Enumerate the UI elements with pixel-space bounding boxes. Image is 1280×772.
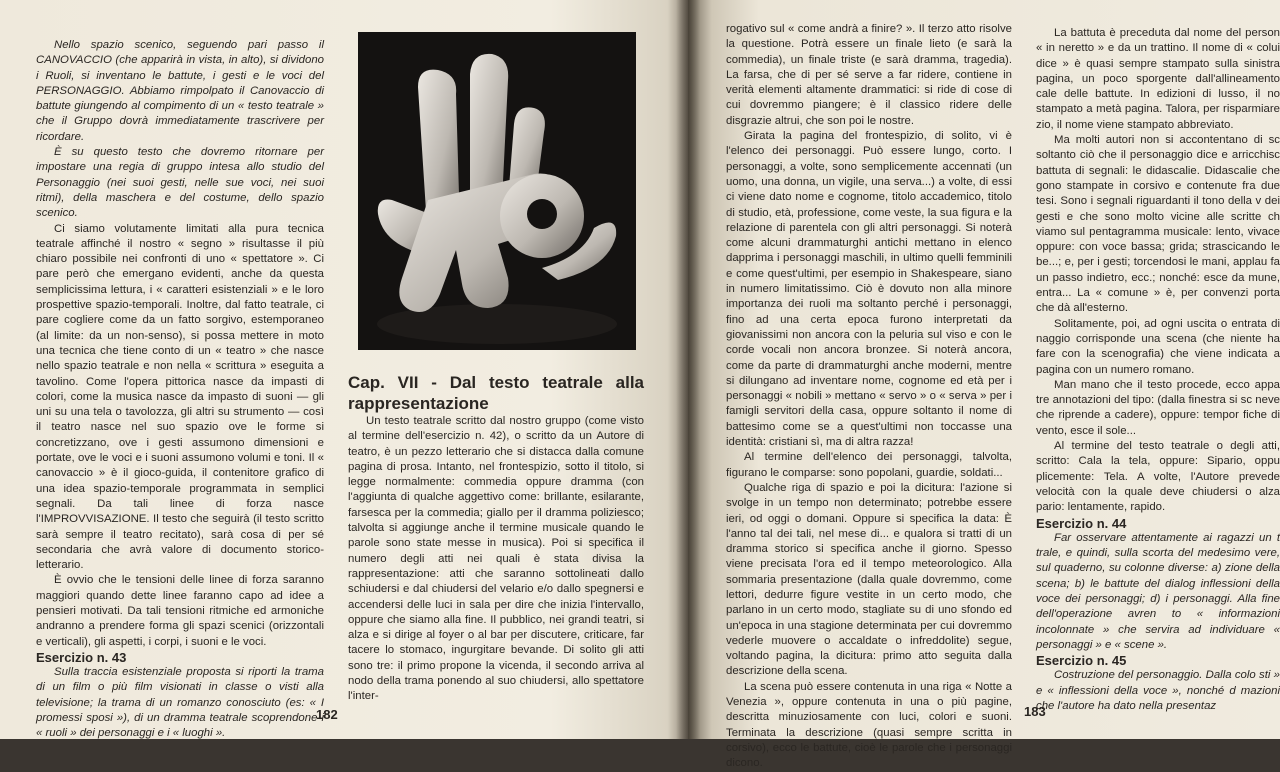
page-number-left: 182 [316,707,338,722]
sculpture-icon [358,32,636,350]
left-column-1 [36,38,324,742]
chapter-title: Cap. VII - Dal testo teatrale alla rappresentazione [348,373,644,413]
exercise-43-text: Sulla traccia esistenziale proposta si riporti la trama di un film o più film visionati in classe o visti alla televisione; la trama di un romanzo conosciuto (es: « I promessi sposi »), di un dramma teatrale scoprendone i « ruoli » dei personaggi e i « luoghi ». [36,666,324,740]
body-paragraph: Al termine dell'elenco dei personaggi, talvolta, figurano le comparse: sono popolani, guardie, soldati... [726,451,1012,479]
page-number-right: 183 [1024,704,1046,719]
book-gutter [676,0,700,739]
body-paragraph: Man mano che il testo procede, ecco appa tre annotazioni del tipo: (dalla finestra si sc neve che riprende a cadere), oppure: tempor fiche di vento, esce il sole... [1036,378,1280,437]
body-paragraph: Solitamente, poi, ad ogni uscita o entrata di naggio corrisponde una scena (che niente ha fare con la scenografia) che viene indicata a pagina con un numero romano. [1036,317,1280,376]
exercise-43-heading: Esercizio n. 43 [36,649,127,665]
body-paragraph: rogativo sul « come andrà a finire? ». Il terzo atto risolve la questione. Potrà essere un finale lieto (e sarà la commedia), un finale triste (e sarà dramma, tragedia). La farsa, che di per sé serve a far ridere, contiene in verità elementi altamente drammatici: si ride di cose di cui dovremmo piangere; è il classico ridere delle disgrazie altrui, che son poi le nostre. [726,23,1012,127]
body-paragraph: Qualche riga di spazio e poi la dicitura: l'azione si svolge in un tempo non determinato; potrebbe essere ieri, od oggi o domani. Oppure si specifica la data: È l'anno tal dei tali, nel mese di... e qualora si tratti di un dramma storico si specifica anche il giorno. Spesso viene precisata l'ora ed il tempo meteorologico. Alla sommaria presentazione (dalla quale dovremmo, come lettori, dedurre figure vestite in un certo modo, che parlano in un certo modo, stagliate su di uno sfondo ed un'epoca in una stagione determinata per cui dovremmo vederle muovere o accaldate o infreddolite) segue, voltando pagina, la dicitura: primo atto seguita dalla descrizione della scena. [726,481,1012,678]
exercise-44-text: Far osservare attentamente ai ragazzi un t trale, e quindi, sulla scorta del medesimo vere, sul quaderno, su colonne diverse: a) zione della scena; b) le battute del dialog inflessioni della voce dei personaggi; d) i personaggi. Alla fine dell'operazione avren to « informazioni incolonnate » che servira ad individuare « personaggi » e « scene ». [1036,531,1280,651]
chapter-body: Un testo teatrale scritto dal nostro gruppo (come visto al termine dell'esercizio n. 42), o scritto da un Autore di teatro, è un pezzo letterario che si distacca dalla comune pagina di prosa. Intanto, nel frontespizio, sotto il titolo, si legge normalmente: commedia oppure dramma (con l'aggiunta di qualche aggettivo come: brillante, esilarante, farsesca per la commedia; giallo per il dramma poliziesco; talvolta si aggiunge anche il termine musicale quando le parole sono state messe in musica). Poi si specifica il numero degli atti nei quali è stata divisa la rappresentazione: atti che saranno sottolineati dallo schiudersi e dal chiudersi del velario e/o dallo spegnersi e accendersi delle luci in sala per dire che inizia l'intervallo, oppure che siamo alla fine. Il pubblico, nei grandi teatri, si alza e si dirige al foyer o al bar per discutere, criticare, far tacere lo stomaco, ingurgitare bevande. Di solito gli atti sono tre: il primo propone la vicenda, il secondo arriva al nodo della trama ponendo al suo chiudersi, allo spettatore l'inter- [348,415,644,703]
right-column-1 [726,22,1012,772]
exercise-45-heading: Esercizio n. 45 [1036,653,1127,669]
intro-italic-paragraph: Nello spazio scenico, seguendo pari passo il CANOVACCIO (che apparirà in vista, in alto), si dividono i Ruoli, si inventano le battute, i gesti e le voci del PERSONAGGIO. Abbiamo rimpolpato il Canovaccio di battute giungendo al compimento di un « testo teatrale » che il Gruppo dovrà immediatamente trascrivere per ricordare. [36,39,324,143]
body-paragraph: Girata la pagina del frontespizio, di solito, vi è l'elenco dei personaggi. Può essere lungo, corto. I personaggi, a volte, sono semplicemente accennati (un uomo, una donna, un vigile, una serva...) a volte, di essi ci viene dato nome e cognome, titolo accademico, titolo di studio, età, professione, come veste, la sua figura e la relazione di parentela con gli altri personaggi. Si noterà come alcuni drammaturghi antichi mettano in elenco dapprima i personaggi maschili, in ultimo quelli femminili e come quest'ultimi, per esempio in Shakespeare, siano in numero limitatissimo. Ciò è dovuto non alla minore importanza dei ruoli ma soltanto perché i personaggi, fino ad una certa epoca furono interpretati da giovanissimi non ancora con la peluria sul viso e con le corde vocali non ancora bronzee. Si noterà ancora, come da parte di drammaturghi anche moderni, mentre si dilungano ad inventare nome, cognome ed età per i personaggi « nobili » mettano « servo » o « serva » per i famigli servitori della casa, oppure soltanto il nome di battesimo come se a quest'ultimi non toccasse una identità: cristiani sì, ma di altra razza! [726,130,1012,449]
body-paragraph: La battuta è preceduta dal nome del person « in neretto » e da un trattino. Il nome di « colui dice » è quasi sempre stampato sulla sinistra pagina, un poco sporgente dall'allineamento cale delle battute. In edizioni di lusso, il no stampato a metà pagina. Talora, per risparmiare zio, il nome viene stampato abbreviato. [1036,27,1280,131]
exercise-45-text: Costruzione del personaggio. Dalla colo sti » e « inflessioni della voce », nonché d mazioni che l'autore ha dato nella presentaz [1036,669,1280,713]
left-column-2 [348,372,644,705]
right-column-2 [1036,26,1280,714]
right-page [688,0,1280,770]
body-paragraph: La scena può essere contenuta in una riga « Notte a Venezia », oppure contenuta in una o più pagine, descritta minuziosamente con luci, colori e suoni. Terminata la descrizione (quasi sempre scritta in corsivo), ecco le battute, cioè le parole che i personaggi dicono. [726,680,1012,770]
body-paragraph: È ovvio che le tensioni delle linee di forza saranno maggiori quando dette linee faranno capo ad idee a pensieri motivati. Da tali tensioni ritmiche ed armoniche andranno a prendere forma gli spazi scenici (orizzontali e verticali), gli aspetti, i corpi, i suoni e le voci. [36,574,324,648]
body-paragraph: Al termine del testo teatrale o degli atti, scritto: Cala la tela, oppure: Sipario, oppu plicemente: Tela. A volte, l'Autore prevede velocità con la quale deve chiudersi o alza pario: lentamente, rapido. [1036,440,1280,514]
note-italic-paragraph: È su questo testo che dovremo ritornare per impostare una regia di gruppo intesa allo studio del Personaggio (nei suoi gesti, nelle sue voci, nei suoi ritmi), della maschera e del costume, dello spazio scenico. [36,146,324,220]
abstract-sculpture-photo [358,32,636,350]
exercise-44-heading: Esercizio n. 44 [1036,515,1127,531]
body-paragraph: Ma molti autori non si accontentano di sc soltanto ciò che il personaggio dice e arricchisc battuta di segnali: le didascalie. Didascalie che gono stampate in corsivo e contenute fra due tesi. Sono i segnali riguardanti il tono della v dei gesti e che sono molto vicine alle scritte ch viamo sul pentagramma musicale: lento, vivace oppure: con voce bassa; grida; strascicando le be...; e, per i gesti; torcendosi le mani, applau fa un passo indietro, ecc.; nonché: esce da mune, entra... La « comune » è, per convenzi porta che dà all'esterno. [1036,134,1280,315]
body-paragraph: Ci siamo volutamente limitati alla pura tecnica teatrale affinché il nostro « segno » risultasse il più chiaro possibile nei confronti di uno « spettatore ». Ci pare però che emergano evidenti, anche da questa semplicissima lettura, i « caratteri esistenziali » e le loro prospettive spazio-temporali. Inoltre, dal fatto teatrale, ci pare cogliere come da un fatto sorgivo, estemporaneo (al limite: da un non-senso), si possa mettere in moto una tecnica che tiene conto di un « teatro » che nasce nello spazio teatrale e non nella « scrittura » eseguita a tavolino. Come l'opera pittorica nasce da impasti di colori, come la musica nasce da impasto di suoni — gli uni su una tela o tavolozza, gli altri su strumento — così il teatro nasce nel suo spazio ove le forme si concretizzano, ove i gesti assumono dimensioni e portate, ove le voci e i suoni assumono volumi e toni. Il « canovaccio » è il gioco-guida, il contenitore grafico di una idea spazio-temporale programmata in semplici segnali. Da tali linee di forza nasce l'IMPROVVISAZIONE. Il testo che seguirà (il testo scritto sarà sempre il teatro recitato), sarà cosa di per sé secondaria che avrà valore di documento storico-letterario. [36,222,324,572]
